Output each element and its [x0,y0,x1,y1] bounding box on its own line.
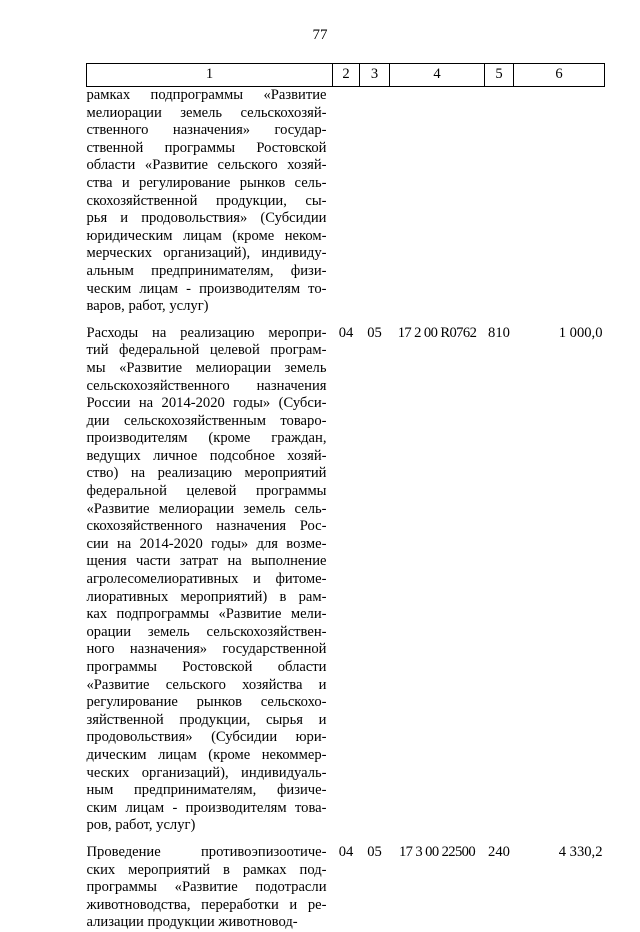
description-line: федеральной целевой программы [86,483,327,500]
cell-target-article: 17 2 00 R0762 [397,324,477,341]
description-line: России на 2014-2020 годы» (Субси- [86,395,327,412]
header-col-2: 2 [333,64,360,87]
row-spacer [87,835,605,844]
table-header [87,64,605,87]
description-line: регулирование рынков сельскохо- [86,694,327,711]
spacer-cell [333,316,360,325]
description-line: скохозяйственного назначения Рос- [86,518,327,535]
spacer-cell [360,835,390,844]
cell-amount [514,87,605,316]
cell-amount: 1 000,0 [558,324,603,341]
description-line: ализации продукции животновод- [86,914,298,931]
row-description [87,844,333,932]
description-line: альным предпринимателям, физи- [86,262,327,279]
row-spacer [87,316,605,325]
spacer-cell [333,835,360,844]
description-line: ства и регулирование рынков сель- [86,174,327,191]
description-line: Проведение противоэпизоотиче- [86,843,327,860]
description-line: «Развитие сельского хозяйства и [86,676,327,693]
description-line: производителям (кроме граждан, [86,430,327,447]
row-description [87,87,333,316]
description-line: ведущих личное подсобное хозяй- [86,447,327,464]
cell-subsection: 05 [367,843,382,860]
description-line: тий федеральной целевой програм- [86,342,327,359]
description-line: ках подпрограммы «Развитие мели- [86,606,327,623]
spacer-cell [514,316,605,325]
spacer-cell [514,835,605,844]
header-col-5: 5 [485,64,514,87]
spacer-cell [390,316,485,325]
header-col-3: 3 [360,64,390,87]
description-line: орации земель сельскохозяйствен- [86,623,327,640]
cell-section [333,87,360,316]
cell-amount: 4 330,2 [558,843,603,860]
description-line: ским лицам - производителям това- [86,799,327,816]
description-line: программы «Развитие подотрасли [86,879,327,896]
header-row [87,64,605,87]
budget-table [86,63,605,932]
description-line: скохозяйственной продукции, сы- [86,192,327,209]
header-col-4: 4 [390,64,485,87]
description-line: дическим лицам (кроме некоммер- [86,746,327,763]
description-line: «Развитие мелиорации земель сель- [86,500,327,517]
row-description [87,325,333,835]
cell-subsection [360,87,390,316]
description-line: зяйственной продукции, сырья и [86,711,327,728]
description-line: продовольствия» (Субсидии юри- [86,729,327,746]
cell-target-article [390,87,485,316]
description-line: сии на 2014-2020 годы» для возме- [86,535,327,552]
cell-expense-type [485,87,514,316]
description-line: ного назначения» государственной [86,641,327,658]
description-line: щения части затрат на выполнение [86,553,327,570]
table-row [87,87,605,316]
cell-target-article: 17 3 00 22500 [398,843,476,860]
spacer-cell [485,316,514,325]
description-line: ственной программы Ростовской [86,139,327,156]
table-body [87,87,605,932]
description-line: программы Ростовской области [86,659,327,675]
spacer-cell [485,835,514,844]
description-line: ство) на реализацию мероприятий [86,465,327,482]
description-line: Расходы на реализацию меропри- [86,324,327,341]
description-line: мерческих организаций), индивиду- [86,245,327,262]
description-line: ным предпринимателям, физиче- [86,782,327,799]
description-line: ственного назначения» государ- [86,122,327,139]
description-line: ческих организаций), индивидуаль- [86,764,327,781]
description-line: лиоративных мероприятий) в рам- [86,588,327,605]
cell-section: 04 [338,324,354,341]
spacer-cell [87,316,333,325]
table-row [87,325,605,835]
description-line: дии сельскохозяйственным товаро- [86,412,327,429]
description-line: ров, работ, услуг) [86,817,196,834]
description-line: юридическим лицам (кроме неком- [86,227,327,244]
spacer-cell [87,835,333,844]
cell-expense-type: 240 [488,843,510,860]
description-line: агролесомелиоративных и фитоме- [86,571,327,588]
description-line: ческим лицам - производителям то- [86,280,327,297]
cell-section: 04 [338,843,354,860]
table-row [87,844,605,932]
description-line: рья и продовольствия» (Субсидии [86,210,327,227]
description-line: мелиорации земель сельскохозяй- [86,104,327,121]
header-col-1: 1 [87,64,333,87]
cell-subsection: 05 [367,324,382,341]
description-line: варов, работ, услуг) [86,298,209,315]
description-line: мы «Развитие мелиорации земель [86,359,327,376]
description-line: животноводства, переработки и ре- [86,896,327,913]
page-number: 77 [312,27,328,43]
header-col-6: 6 [514,64,605,87]
spacer-cell [390,835,485,844]
cell-expense-type: 810 [488,324,510,341]
description-line: рамках подпрограммы «Развитие [86,87,327,103]
description-line: сельскохозяйственного назначения [86,377,327,394]
description-line: области «Развитие сельского хозяй- [86,157,327,174]
spacer-cell [360,316,390,325]
description-line: ских мероприятий в рамках под- [86,861,327,878]
